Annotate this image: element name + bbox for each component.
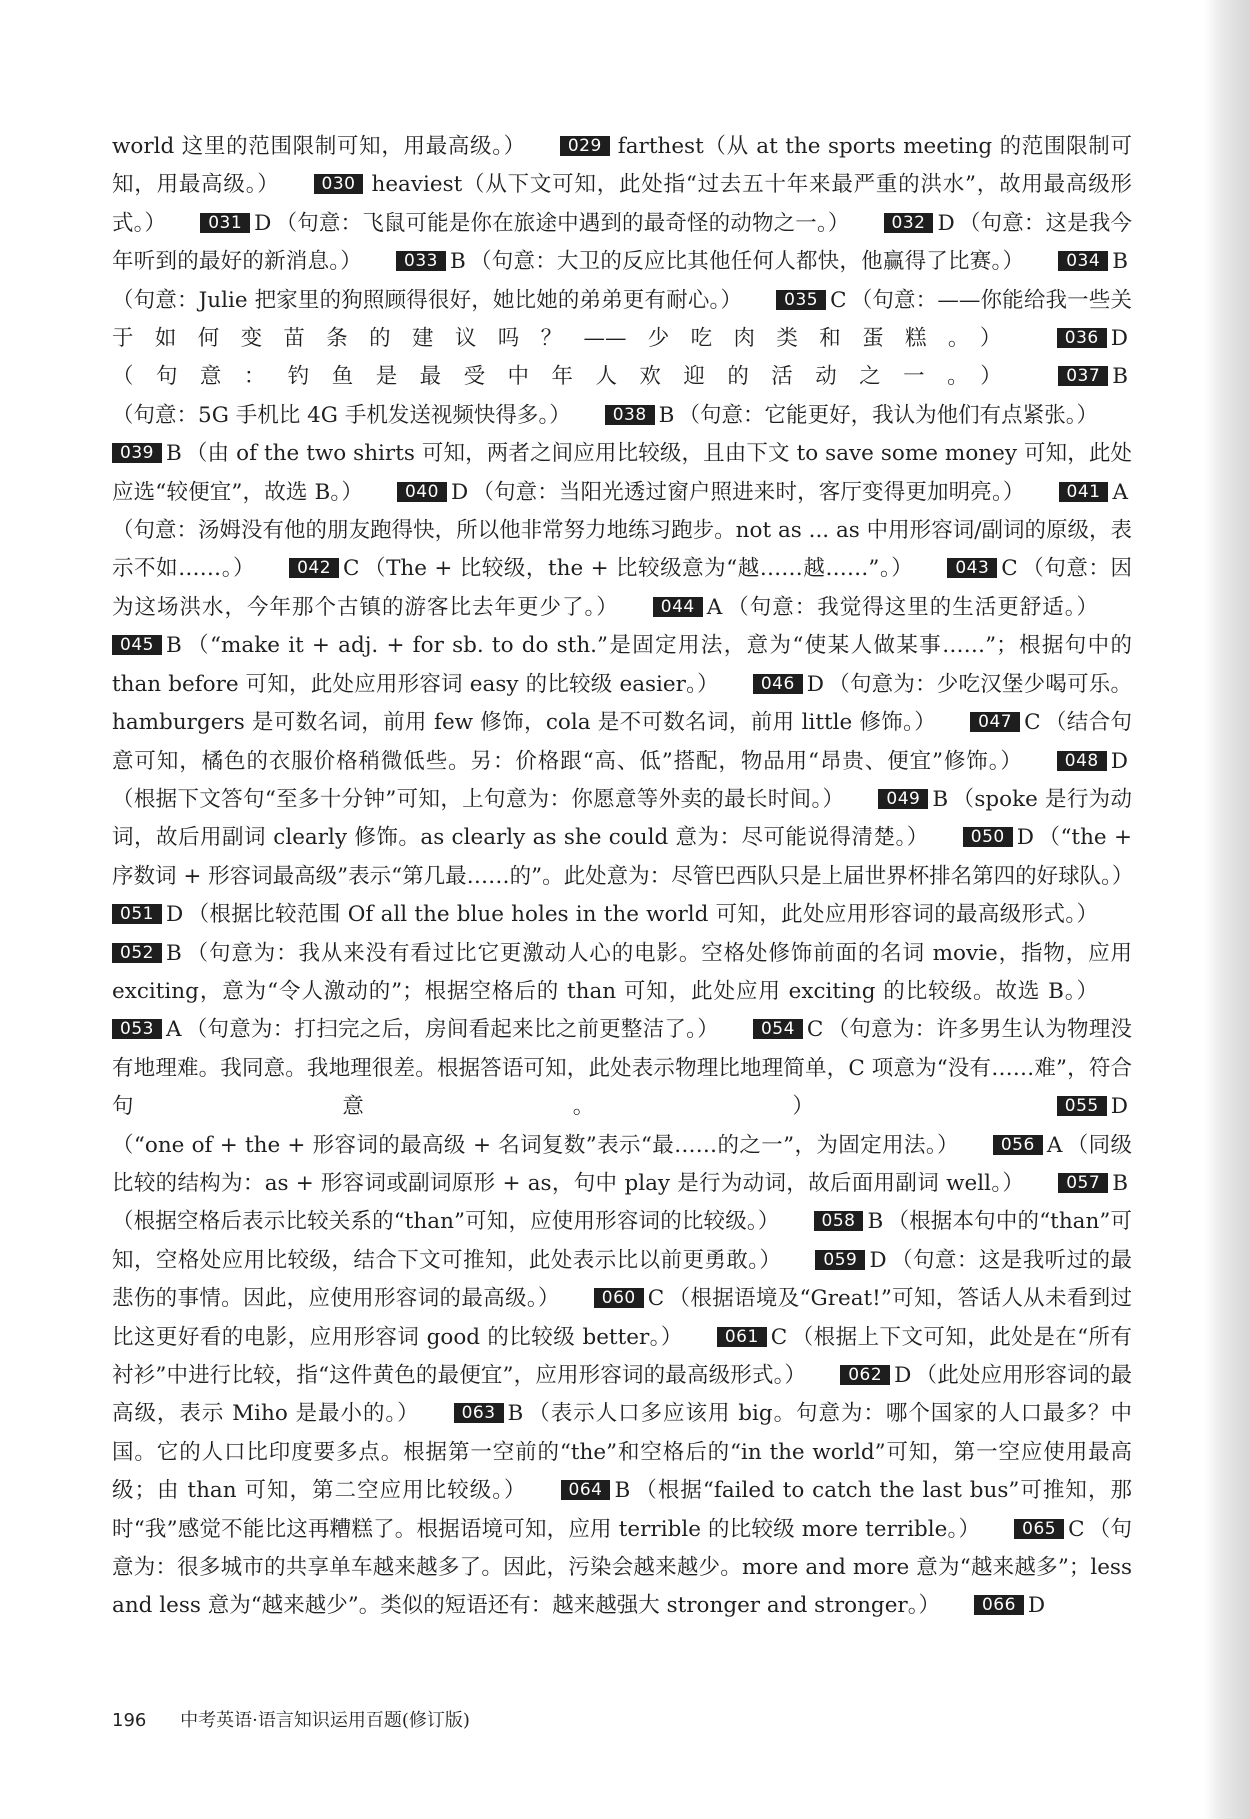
question-number-badge: 038 (605, 405, 655, 425)
answer-letter: C (1068, 1516, 1085, 1542)
question-number-badge: 051 (112, 904, 162, 924)
answer-letter: D (450, 479, 469, 505)
answer-item (112, 902, 1098, 927)
answer-item (653, 595, 1098, 620)
explanation-text: （根据“failed to catch the last bus”可推知，那时“我”感觉不能比这再糟糕了。根据语境可知，应用 terrible 的比较级 more terrible。） (112, 1478, 1132, 1542)
question-number-badge: 056 (993, 1135, 1043, 1155)
question-number-badge: 037 (1058, 366, 1108, 386)
question-number-badge: 063 (454, 1403, 504, 1423)
question-number-badge: 039 (112, 443, 162, 463)
explanation-text: （句意：当阳光透过窗户照进来时，客厅变得更加明亮。） (472, 479, 1025, 505)
question-number-badge: 035 (776, 290, 826, 310)
question-number-badge: 032 (884, 213, 934, 233)
explanation-text: （句意为：很多城市的共享单车越来越多了。因此，污染会越来越少。more and more 意为“越来越多”；less and less 意为“越来越少”。类似的短语还有：越来越强大 stronger and stronger。） (112, 1516, 1132, 1619)
question-number-badge: 055 (1057, 1096, 1107, 1116)
explanation-text: （句意为：少吃汉堡少喝可乐。hamburgers 是可数名词，前用 few 修饰，cola 是不可数名词，前用 little 修饰。） (112, 671, 1132, 736)
answer-letter: C (806, 1017, 824, 1043)
answer-item (397, 480, 1025, 505)
explanation-text: （句意：钓鱼是最受中年人欢迎的活动之一。） (112, 364, 1025, 390)
answer-letter: D (1027, 1593, 1046, 1619)
question-number-badge: 061 (717, 1327, 767, 1347)
answer-letter: C (770, 1324, 788, 1350)
explanation-text: （句意：这是我今年听到的最好的新消息。） (112, 210, 1132, 275)
page-footer (112, 1706, 470, 1732)
answer-letter: D (806, 671, 825, 697)
question-number-badge: 052 (112, 943, 162, 963)
explanation-text: （根据空格后表示比较关系的“than”可知，应使用形容词的比较级。） (112, 1209, 780, 1235)
explanation-text: （句意：因为这场洪水，今年那个古镇的游客比去年更少了。） (112, 556, 1132, 620)
answer-item (289, 556, 913, 581)
question-number-badge: 036 (1057, 328, 1107, 348)
answer-letter: B (1112, 1170, 1128, 1196)
explanation-text: （句意：汤姆没有他的朋友跑得快，所以他非常努力地练习跑步。not as ... as 中用形容词/副词的原级，表示不如……。） (112, 518, 1132, 582)
answer-letter: D (254, 210, 272, 236)
question-number-badge: 041 (1059, 482, 1109, 502)
question-number-badge: 054 (753, 1019, 803, 1039)
answer-letter: C (1024, 710, 1041, 736)
answer-letter: B (867, 1209, 884, 1235)
answer-letter: B (1112, 364, 1128, 390)
question-number-badge: 053 (112, 1019, 162, 1039)
answer-explanations (112, 128, 1132, 1626)
question-number-badge: 062 (840, 1365, 890, 1385)
answer-letter: B (658, 402, 675, 428)
answer-letter: A (1112, 479, 1128, 505)
question-number-badge: 064 (561, 1480, 611, 1500)
answer-letter: D (1016, 825, 1034, 851)
explanation-text: （spoke 是行为动词，故后用副词 clearly 修饰。as clearly as she could 意为：尽可能说得清楚。） (112, 786, 1132, 851)
answer-letter: D (869, 1247, 887, 1273)
answer-letter: D (1110, 1094, 1128, 1120)
explanation-text: （句意：我觉得这里的生活更舒适。） (726, 594, 1098, 620)
answer-letter: C (830, 287, 847, 313)
question-number-badge: 040 (397, 482, 447, 502)
explanation-text: （The + 比较级，the + 比较级意为“越……越……”。） (363, 556, 914, 582)
question-number-badge: 059 (815, 1250, 865, 1270)
answer-letter: D (165, 902, 184, 928)
explanation-text: （根据本句中的“than”可知，空格处应用比较级，结合下文可推知，此处表示比以前更勇敢。） (112, 1209, 1133, 1273)
explanation-text: （根据下文答句“至多十分钟”可知，上句意为：你愿意等外卖的最长时间。） (112, 786, 845, 812)
question-number-badge: 049 (878, 789, 928, 809)
question-number-badge: 060 (594, 1288, 644, 1308)
answer-item (112, 1017, 719, 1042)
intro-text: world 这里的范围限制可知，用最高级。） (112, 134, 526, 159)
answer-letter: D (1110, 326, 1128, 352)
answer-letter: A (165, 1017, 182, 1043)
explanation-text: （句意：它能更好，我认为他们有点紧张。） (678, 402, 1098, 428)
answer-letter: C (647, 1286, 665, 1312)
question-number-badge: 065 (1014, 1519, 1064, 1539)
explanation-text: （句意为：许多男生认为物理没有地理难。我同意。我地理很差。根据答语可知，此处表示物理比地理简单，C 项意为“没有……难”，符合句意。） (112, 1017, 1132, 1120)
question-number-badge: 050 (963, 827, 1013, 847)
question-number-badge: 044 (653, 597, 703, 617)
answer-letter: B (449, 249, 466, 275)
answer-letter: B (1112, 249, 1128, 275)
explanation-text: （句意：这是我听过的最悲伤的事情。因此，应使用形容词的最高级。） (112, 1247, 1132, 1312)
answer-letter: A (1046, 1132, 1063, 1158)
answer-letter: B (507, 1401, 524, 1427)
explanation-text: （句意为：打扫完之后，房间看起来比之前更整洁了。） (185, 1017, 719, 1043)
question-number-badge: 034 (1058, 251, 1108, 271)
answer-letter: B (165, 441, 182, 467)
question-number-badge: 045 (112, 635, 162, 655)
answer-letter: B (165, 940, 182, 966)
explanation-text: （句意：飞鼠可能是你在旅途中遇到的最奇怪的动物之一。） (275, 210, 850, 236)
question-number-badge: 058 (814, 1211, 864, 1231)
explanation-text: （句意：大卫的反应比其他任何人都快，他赢得了比赛。） (469, 249, 1025, 275)
question-number-badge: 066 (974, 1595, 1024, 1615)
answer-item (605, 403, 1098, 428)
explanation-text: （句意：5G 手机比 4G 手机发送视频快得多。） (112, 402, 571, 428)
explanation-text: （根据比较范围 Of all the blue holes in the world 可知，此处应用形容词的最高级形式。） (187, 902, 1098, 928)
question-number-badge: 043 (947, 558, 997, 578)
answer-letter: D (937, 210, 955, 236)
answer-letter: B (932, 786, 949, 812)
answer-letter: C (1001, 556, 1018, 582)
question-number-badge: 029 (560, 136, 610, 156)
explanation-text: （此处应用形容词的最高级，表示 Miho 是最小的。） (112, 1363, 1132, 1427)
answer-letter: D (1110, 748, 1128, 774)
answer-letter: C (343, 556, 360, 582)
explanation-text: （由 of the two shirts 可知，两者之间应用比较级，且由下文 to save some money 可知，此处应选“较便宜”，故选 B。） (112, 441, 1132, 505)
explanation-text: farthest（从 at the sports meeting 的范围限制可知，用最高级。） (112, 134, 1132, 198)
explanation-text: heaviest（从下文可知，此处指“过去五十年来最严重的洪水”，故用最高级形式。） (112, 172, 1132, 236)
question-number-badge: 048 (1057, 751, 1107, 771)
explanation-text: （“make it + adj. + for sb. to do sth.”是固定用法，意为“使某人做某事……”；根据句中的 than before 可知，此处应用形容词 easy 的比较级 easier。） (112, 633, 1132, 697)
explanation-text: （同级比较的结构为：as + 形容词或副词原形 + as，句中 play 是行为动词，故后面用副词 well。） (112, 1132, 1132, 1196)
question-number-badge: 042 (289, 558, 339, 578)
explanation-text: （结合句意可知，橘色的衣服价格稍微低些。另：价格跟“高、低”搭配，物品用“昂贵、便宜”修饰。） (112, 710, 1132, 774)
explanation-text: （“the + 序数词 + 形容词最高级”表示“第几最……的”。此处意为：尽管巴西队只是上届世界杯排名第四的好球队。） (112, 825, 1134, 889)
answer-item (200, 211, 849, 236)
explanation-text: （“one of + the + 形容词的最高级 + 名词复数”表示“最……的之一”，为固定用法。） (112, 1132, 959, 1158)
explanation-text: （表示人口多应该用 big。句意为：哪个国家的人口最多？中国。它的人口比印度要多点。根据第一空前的“the”和空格后的“in the world”可知，第一空应使用最高级；由 than 可知，第二空应用比较级。） (112, 1401, 1132, 1504)
explanation-text: （根据语境及“Great!”可知，答话人从未看到过比这更好看的电影，应用形容词 good 的比较级 better。） (112, 1286, 1132, 1350)
answer-letter: D (894, 1363, 912, 1388)
answer-letter: A (706, 594, 723, 620)
answer-item (974, 1593, 1049, 1618)
question-number-badge: 046 (753, 674, 803, 694)
answer-letter: B (614, 1478, 631, 1504)
question-number-badge: 057 (1058, 1173, 1108, 1193)
answer-item (396, 249, 1024, 274)
answer-letter: B (165, 633, 182, 659)
page-edge-shadow (1204, 0, 1250, 1819)
question-number-badge: 047 (970, 712, 1020, 732)
explanation-text: （根据上下文可知，此处是在“所有衬衫”中进行比较，指“这件黄色的最便宜”，应用形容词的最高级形式。） (112, 1324, 1133, 1388)
answer-item (112, 941, 1132, 1004)
question-number-badge: 031 (200, 213, 250, 233)
explanation-text: （句意：Julie 把家里的狗照顾得很好，她比她的弟弟更有耐心。） (112, 287, 743, 313)
explanation-text: （句意：——你能给我一些关于如何变苗条的建议吗？——少吃肉类和蛋糕。） (112, 287, 1132, 352)
question-number-badge: 033 (396, 251, 446, 271)
book-title: 中考英语·语言知识运用百题(修订版) (180, 1710, 470, 1731)
question-number-badge: 030 (314, 174, 364, 194)
page-number: 196 (112, 1710, 147, 1731)
explanation-text: （句意为：我从来没有看过比它更激动人心的电影。空格处修饰前面的名词 movie，指物，应用 exciting，意为“令人激动的”；根据空格后的 than 可知，此处应用 exciting 的比较级。故选 B。） (112, 940, 1132, 1004)
